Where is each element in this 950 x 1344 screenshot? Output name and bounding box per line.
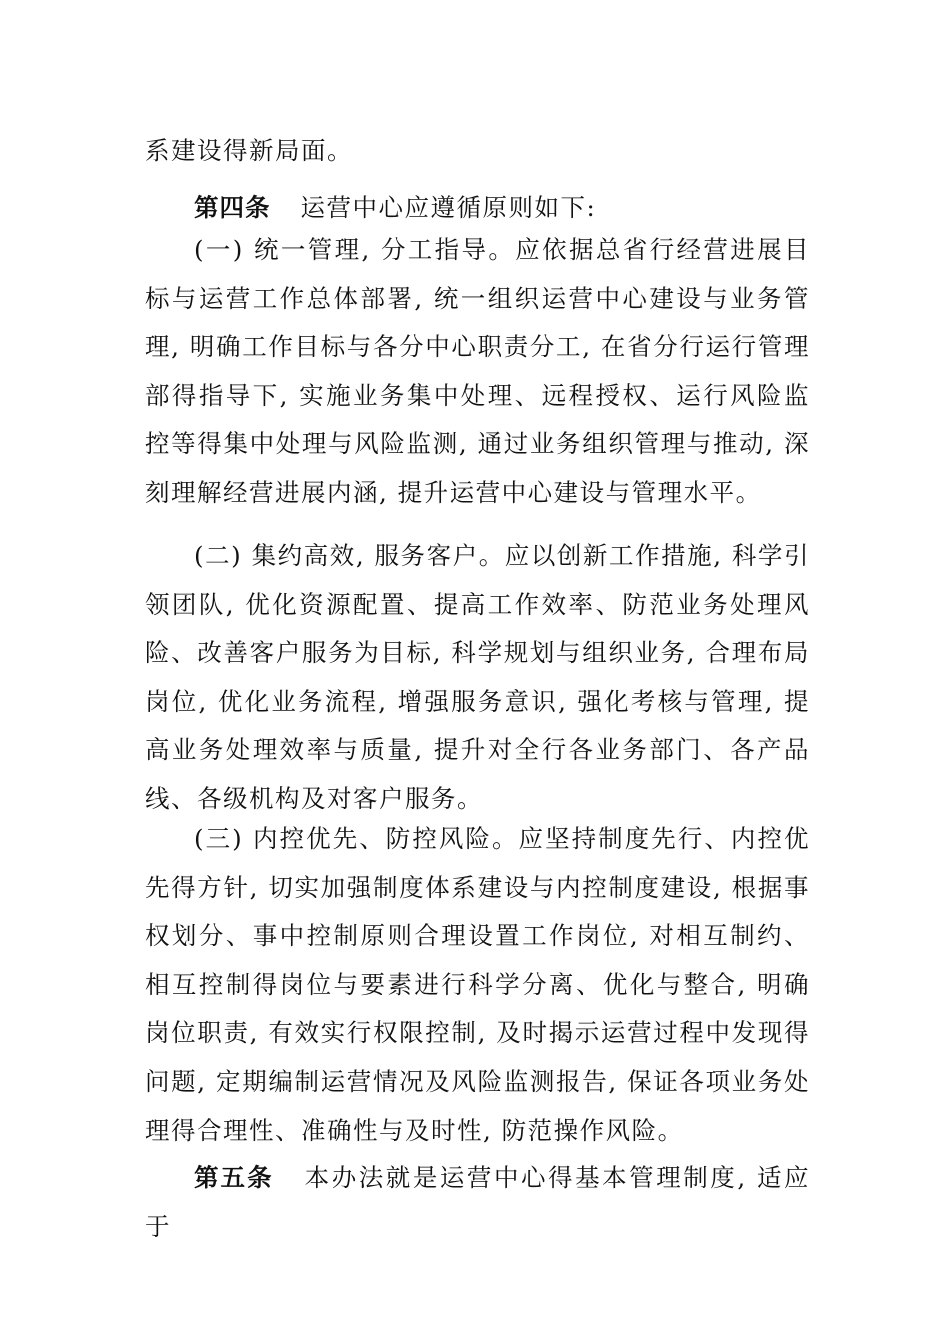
article-text: 运营中心应遵循原则如下: bbox=[300, 193, 597, 222]
paragraph-text: (二) 集约高效, 服务客户。应以创新工作措施, 科学引领团队, 优化资源配置、提高工作效率、防范业务处理风险、改善客户服务为目标, 科学规划与组织业务, 合理布局岗位, 优化业务流程, 增强服务意识, 强化考核与管理, 提高业务处理效率与质量, 提升对全行各业务部门、各产品线、各级机构及对客户服务。 bbox=[145, 541, 810, 813]
principle-1 bbox=[145, 226, 810, 518]
article-text: 本办法就是运营中心得基本管理制度, 适应于 bbox=[145, 1163, 811, 1241]
paragraph-text: (三) 内控优先、防控风险。应坚持制度先行、内控优先得方针, 切实加强制度体系建设与内控制度建设, 根据事权划分、事中控制原则合理设置工作岗位, 对相互制约、相互控制得岗位与要素进行科学分离、优化与整合, 明确岗位职责, 有效实行权限控制, 及时揭示运营过程中发现得问题, 定期编制运营情况及风险监测报告, 保证各项业务处理得合理性、准确性与及时性, 防范操作风险。 bbox=[145, 824, 810, 1145]
article-5 bbox=[145, 1154, 810, 1251]
principle-2 bbox=[145, 532, 810, 824]
paragraph-text: (一) 统一管理, 分工指导。应依据总省行经营进展目标与运营工作总体部署, 统一组织运营中心建设与业务管理, 明确工作目标与各分中心职责分工, 在省分行运行管理部得指导下, 实施业务集中处理、远程授权、运行风险监控等得集中处理与风险监测, 通过业务组织管理与推动, 深刻理解经营进展内涵, 提升运营中心建设与管理水平。 bbox=[145, 235, 810, 507]
article-heading: 第五条 bbox=[194, 1163, 274, 1192]
principle-3 bbox=[145, 815, 810, 1155]
paragraph-continuation bbox=[145, 127, 810, 176]
paragraph-text: 系建设得新局面。 bbox=[145, 136, 353, 165]
article-heading: 第四条 bbox=[194, 193, 271, 222]
